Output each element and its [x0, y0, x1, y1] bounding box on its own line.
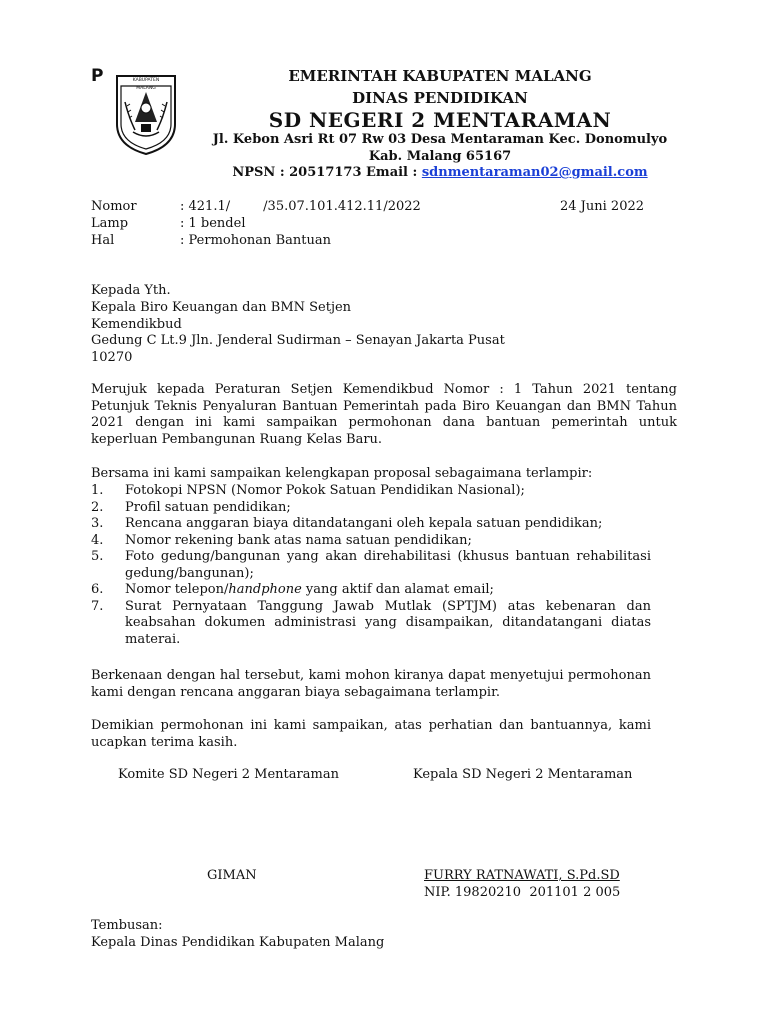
npsn-email-line — [180, 165, 700, 180]
list-item: 7. Surat Pernyataan Tanggung Jawab Mutlak (SPTJM) atas kebenaran dan keabsahan dokumen administrasi yang disampaikan, ditandatangani diatas materai. — [91, 598, 651, 647]
attachment-intro: Bersama ini kami sampaikan kelengkapan proposal sebagaimana terlampir: — [91, 466, 593, 481]
paragraph-closing: Demikian permohonan ini kami sampaikan, atas perhatian dan bantuannya, kami ucapkan terima kasih. — [91, 718, 651, 750]
nomor-label: Nomor — [91, 199, 137, 214]
list-item: 1. Fotokopi NPSN (Nomor Pokok Satuan Pendidikan Nasional); — [91, 483, 525, 498]
signature-left-name: GIMAN — [207, 868, 257, 883]
regency-crest-icon — [113, 72, 179, 156]
header-mark: P — [91, 66, 104, 86]
list-item: 6. Nomor telepon/handphone yang aktif dan alamat email; — [91, 582, 494, 597]
list-item: 4. Nomor rekening bank atas nama satuan pendidikan; — [91, 532, 472, 548]
recipient-postcode: 10270 — [91, 350, 133, 365]
signature-right-title: Kepala SD Negeri 2 Mentaraman — [413, 767, 633, 782]
attachment-list — [91, 483, 651, 648]
signature-left-title: Komite SD Negeri 2 Mentaraman — [118, 767, 339, 782]
npsn-label: NPSN : 20517173 Email : — [232, 165, 422, 180]
recipient-org: Kemendikbud — [91, 317, 182, 332]
lamp-value: : 1 bendel — [180, 216, 246, 231]
letter-date: 24 Juni 2022 — [560, 199, 645, 214]
paragraph-request: Berkenaan dengan hal tersebut, kami mohon kiranya dapat menyetujui permohonan kami dengan rencana anggaran biaya sebagaimana terlampir. — [91, 668, 651, 700]
school-city: Kab. Malang 65167 — [368, 149, 512, 164]
hal-value: : Permohonan Bantuan — [180, 233, 331, 248]
school-name: SD NEGERI 2 MENTARAMAN — [268, 108, 612, 132]
nomor-value: : 421.1/ /35.07.101.412.11/2022 — [180, 199, 421, 214]
recipient-greeting: Kepada Yth. — [91, 283, 171, 298]
cc-recipient: Kepala Dinas Pendidikan Kabupaten Malang — [91, 935, 385, 950]
school-address: Jl. Kebon Asri Rt 07 Rw 03 Desa Mentaraman Kec. Donomulyo — [212, 132, 668, 147]
signature-right-name: FURRY RATNAWATI, S.Pd.SD — [424, 868, 620, 883]
list-item: 2. Profil satuan pendidikan; — [91, 499, 291, 515]
recipient-address: Gedung C Lt.9 Jln. Jenderal Sudirman – Senayan Jakarta Pusat — [91, 333, 505, 348]
header-line1: EMERINTAH KABUPATEN MALANG — [288, 67, 592, 85]
cc-label: Tembusan: — [91, 918, 163, 933]
header-line2: DINAS PENDIDIKAN — [352, 89, 528, 107]
hal-label: Hal — [91, 233, 115, 248]
logo-text: KABUPATEN MALANG — [132, 78, 160, 91]
recipient-title: Kepala Biro Keuangan dan BMN Setjen — [91, 300, 352, 315]
email-link[interactable]: sdnmentaraman02@gmail.com — [421, 165, 648, 180]
list-item: 5. Foto gedung/bangunan yang akan direhabilitasi (khusus bantuan rehabilitasi gedung/bangunan); — [91, 549, 651, 581]
lamp-label: Lamp — [91, 216, 129, 231]
signature-right-nip: NIP. 19820210 201101 2 005 — [424, 885, 621, 900]
list-item: 3. Rencana anggaran biaya ditandatangani oleh kepala satuan pendidikan; — [91, 516, 603, 531]
paragraph-reference: Merujuk kepada Peraturan Setjen Kemendikbud Nomor : 1 Tahun 2021 tentang Petunjuk Teknis Penyaluran Bantuan Pemerintah pada Biro Keuangan dan BMN Tahun 2021 dengan ini kami sampaikan permohonan dana bantuan pemerintah untuk keperluan Pembangunan Ruang Kelas Baru. — [91, 382, 677, 447]
